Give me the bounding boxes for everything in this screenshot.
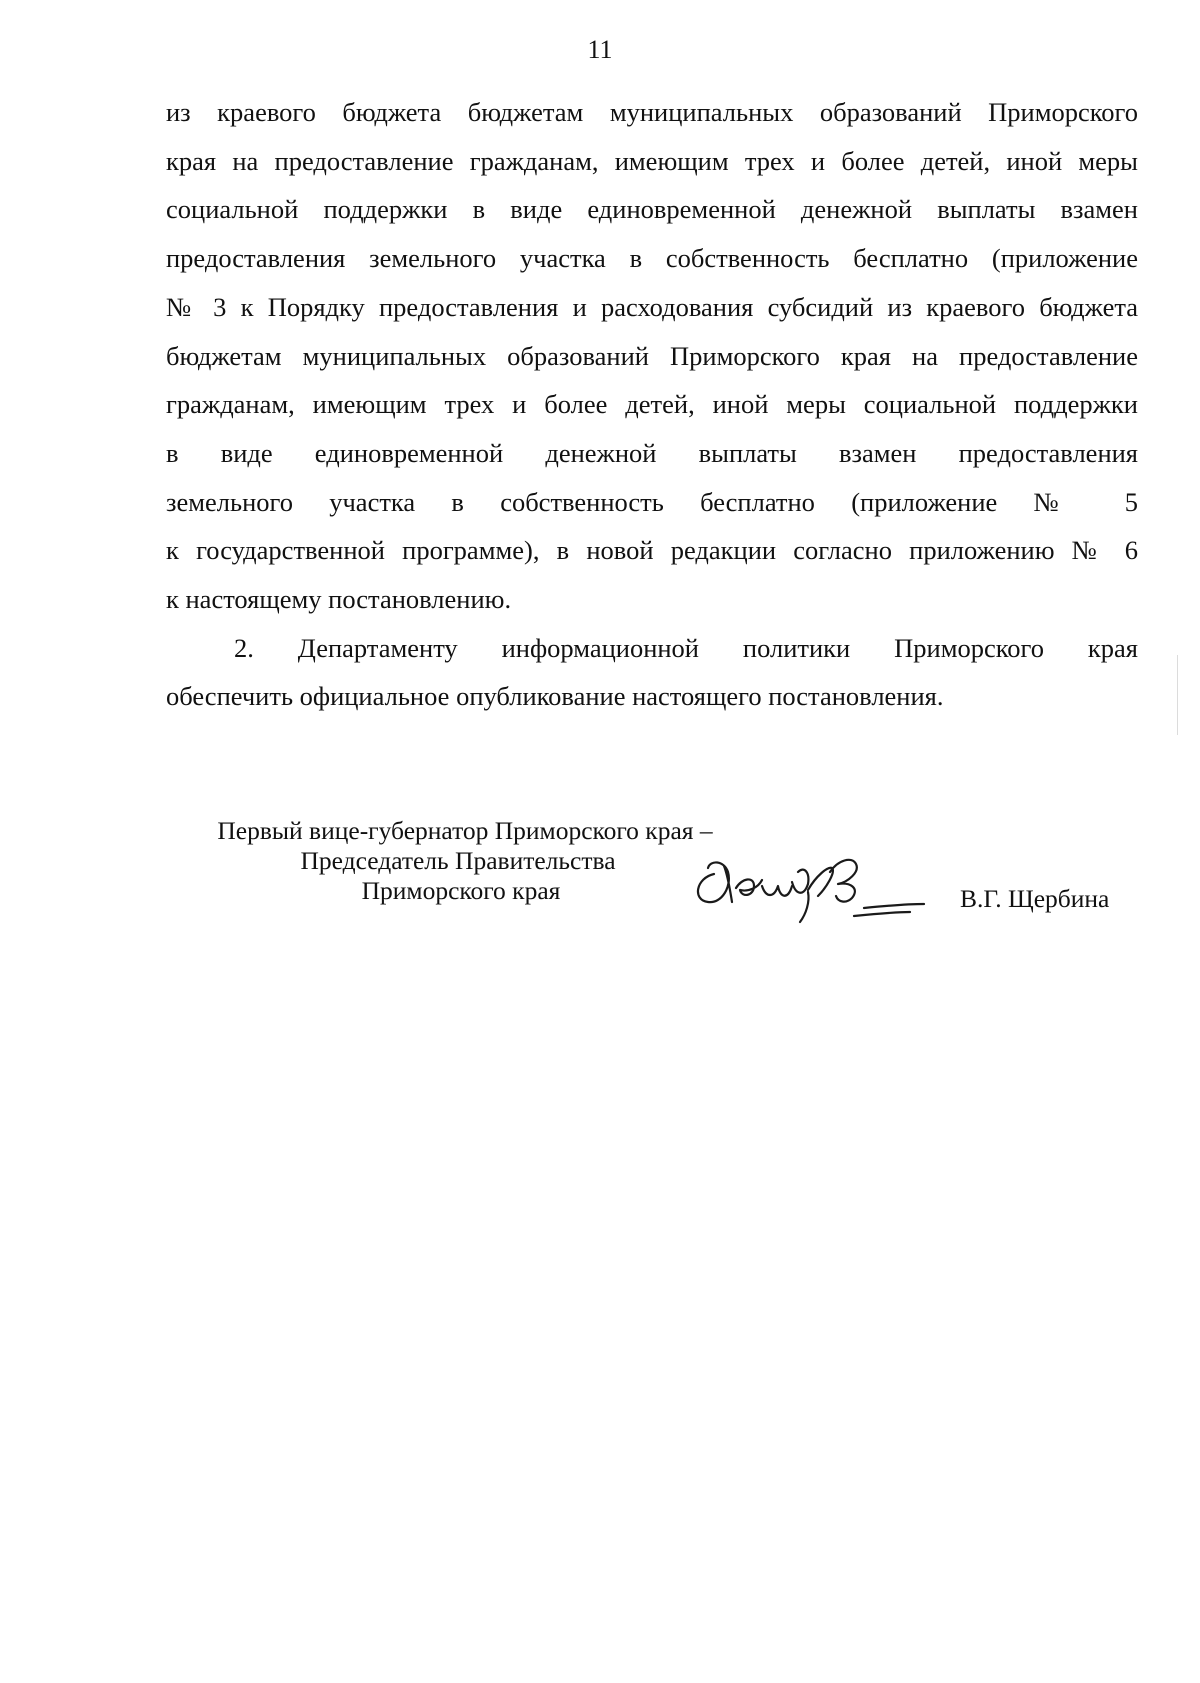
text-line: к государственной программе), в новой редакции согласно приложению № 6 bbox=[166, 535, 1138, 566]
text-line: 2. Департаменту информационной политики Приморского края bbox=[234, 632, 1138, 663]
text-line: обеспечить официальное опубликование настоящего постановления. bbox=[166, 681, 944, 712]
page-number: 11 bbox=[587, 35, 613, 64]
position-line: Приморского края bbox=[361, 876, 561, 905]
text-line: предоставления земельного участка в собственность бесплатно (приложение bbox=[166, 243, 1138, 274]
signatory-name: В.Г. Щербина bbox=[960, 884, 1110, 913]
paragraph-2 bbox=[166, 624, 1138, 721]
text-line: гражданам, имеющим трех и более детей, иной меры социальной поддержки bbox=[166, 389, 1138, 420]
text-line: из краевого бюджета бюджетам муниципальных образований Приморского bbox=[166, 97, 1138, 127]
text-line: земельного участка в собственность бесплатно (приложение № 5 bbox=[166, 486, 1138, 517]
text-line: бюджетам муниципальных образований Приморского края на предоставление bbox=[166, 340, 1138, 371]
handwritten-signature bbox=[688, 842, 988, 952]
text-line: социальной поддержки в виде единовременной денежной выплаты взамен bbox=[166, 194, 1138, 225]
signatory-position bbox=[150, 816, 780, 906]
position-line: Первый вице-губернатор Приморского края – bbox=[217, 816, 713, 845]
document-body bbox=[166, 88, 1138, 721]
text-line: в виде единовременной денежной выплаты взамен предоставления bbox=[166, 437, 1138, 468]
text-line: края на предоставление гражданам, имеющим трех и более детей, иной меры bbox=[166, 145, 1138, 176]
text-line: № 3 к Порядку предоставления и расходования субсидий из краевого бюджета bbox=[166, 291, 1138, 322]
text-line: к настоящему постановлению. bbox=[166, 584, 512, 615]
paragraph-1 bbox=[166, 88, 1138, 624]
scan-artifact bbox=[1177, 655, 1178, 735]
position-line: Председатель Правительства bbox=[300, 846, 616, 875]
